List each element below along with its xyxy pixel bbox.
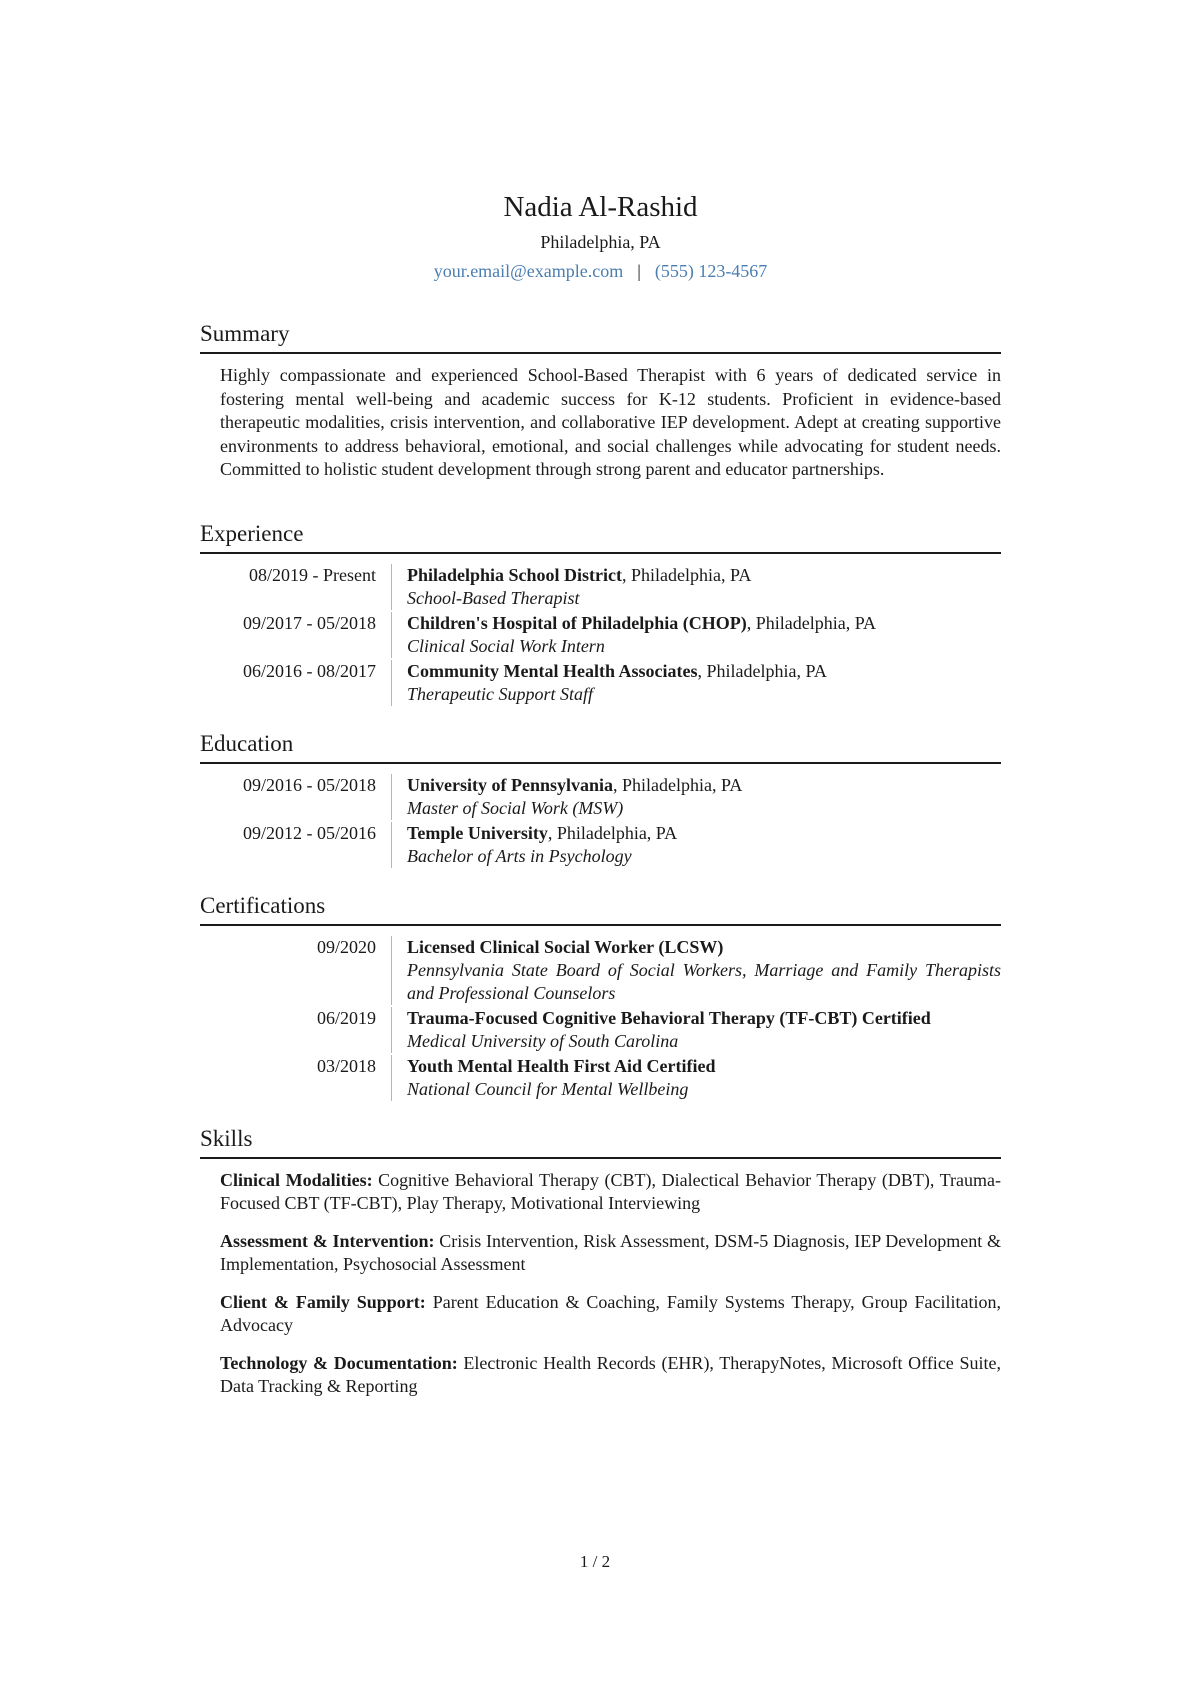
- entry-location: , Philadelphia, PA: [746, 612, 877, 633]
- skill-list-text: Parent Education & Coaching, Family Systems Therapy, Group Facilitation, Advocacy: [220, 1291, 1001, 1335]
- candidate-name: Nadia Al-Rashid: [503, 191, 698, 223]
- entry-location: , Philadelphia, PA: [613, 774, 743, 795]
- entry-role: Therapeutic Support Staff: [407, 683, 593, 704]
- entry-heading: [407, 612, 1001, 635]
- skills-list: [200, 1169, 1001, 1399]
- education-section: [200, 730, 1001, 868]
- entry-role: School-Based Therapist: [407, 587, 580, 608]
- entry-location: , Philadelphia, PA: [547, 822, 678, 843]
- skill-group: [220, 1291, 1001, 1338]
- skill-group: [220, 1169, 1001, 1216]
- entry-role: Clinical Social Work Intern: [407, 635, 605, 656]
- entry-body: [391, 564, 1001, 610]
- section-title-skills: Skills: [200, 1125, 1001, 1159]
- entry-heading: [407, 660, 1001, 683]
- certifications-list: [200, 936, 1001, 1101]
- entry-date: 08/2019 - Present: [249, 564, 376, 585]
- certifications-entry: [200, 1007, 1001, 1053]
- skill-list-text: Crisis Intervention, Risk Assessment, DSM-5 Diagnosis, IEP Development & Implementation, Psychosocial Assessment: [220, 1230, 1002, 1274]
- email-link[interactable]: your.email@example.com: [433, 261, 624, 281]
- entry-role: Pennsylvania State Board of Social Workers, Marriage and Family Therapists and Professional Counselors: [407, 959, 1001, 1003]
- entry-date: 09/2020: [316, 936, 376, 957]
- entry-body: [391, 774, 1001, 820]
- certifications-entry: [200, 936, 1001, 1005]
- experience-entry: [200, 564, 1001, 610]
- skill-list-text: Electronic Health Records (EHR), TherapyNotes, Microsoft Office Suite, Data Tracking & Reporting: [220, 1352, 1001, 1396]
- entry-organization: Community Mental Health Associates: [407, 660, 698, 681]
- entry-body: [391, 612, 1001, 658]
- entry-heading: [407, 822, 1001, 845]
- experience-section: [200, 520, 1001, 706]
- skills-section: [200, 1125, 1001, 1399]
- experience-list: [200, 564, 1001, 706]
- entry-heading: [407, 936, 1001, 959]
- entry-body: [391, 1007, 1001, 1053]
- entry-organization: Children's Hospital of Philadelphia (CHOP): [407, 612, 747, 633]
- entry-location: , Philadelphia, PA: [622, 564, 752, 585]
- section-title-experience: Experience: [200, 520, 1001, 554]
- section-title-education: Education: [200, 730, 1001, 764]
- summary-section: [200, 320, 1001, 482]
- skill-category: Client & Family Support:: [220, 1291, 426, 1312]
- entry-role: Medical University of South Carolina: [407, 1030, 679, 1051]
- contact-line: [200, 261, 1001, 282]
- candidate-location: Philadelphia, PA: [540, 232, 661, 252]
- certifications-section: [200, 892, 1001, 1101]
- entry-body: [391, 822, 1001, 868]
- entry-location: , Philadelphia, PA: [697, 660, 827, 681]
- section-title-certifications: Certifications: [200, 892, 1001, 926]
- experience-entry: [200, 612, 1001, 658]
- skill-category: Clinical Modalities:: [220, 1169, 373, 1190]
- entry-date: 06/2019: [316, 1007, 376, 1028]
- skill-list-text: Cognitive Behavioral Therapy (CBT), Dialectical Behavior Therapy (DBT), Trauma-Focused CBT (TF-CBT), Play Therapy, Motivational Interviewing: [220, 1169, 1001, 1213]
- page-number: 1 / 2: [579, 1552, 611, 1571]
- certifications-entry: [200, 1055, 1001, 1101]
- entry-heading: [407, 564, 1001, 587]
- skill-category: Assessment & Intervention:: [220, 1230, 435, 1251]
- education-entry: [200, 774, 1001, 820]
- entry-role: National Council for Mental Wellbeing: [407, 1078, 689, 1099]
- entry-organization: Temple University: [407, 822, 548, 843]
- resume-page: [200, 190, 1001, 1413]
- entry-organization: University of Pennsylvania: [407, 774, 614, 795]
- education-entry: [200, 822, 1001, 868]
- education-list: [200, 774, 1001, 868]
- entry-date: 06/2016 - 08/2017: [243, 660, 376, 681]
- resume-header: [200, 190, 1001, 282]
- entry-date: 03/2018: [316, 1055, 376, 1076]
- entry-body: [391, 1055, 1001, 1101]
- phone-link[interactable]: (555) 123-4567: [654, 261, 768, 281]
- entry-heading: [407, 774, 1001, 797]
- entry-role: Master of Social Work (MSW): [407, 797, 624, 818]
- entry-organization: Youth Mental Health First Aid Certified: [407, 1055, 716, 1076]
- entry-organization: Licensed Clinical Social Worker (LCSW): [407, 936, 724, 957]
- skill-group: [220, 1352, 1001, 1399]
- entry-organization: Trauma-Focused Cognitive Behavioral Therapy (TF-CBT) Certified: [407, 1007, 931, 1028]
- entry-heading: [407, 1007, 1001, 1030]
- entry-body: [391, 660, 1001, 706]
- skill-category: Technology & Documentation:: [220, 1352, 458, 1373]
- entry-date: 09/2017 - 05/2018: [243, 612, 376, 633]
- section-title-summary: Summary: [200, 320, 1001, 354]
- skill-group: [220, 1230, 1001, 1277]
- contact-separator: |: [637, 261, 641, 281]
- entry-role: Bachelor of Arts in Psychology: [407, 845, 632, 866]
- entry-date: 09/2016 - 05/2018: [243, 774, 376, 795]
- entry-date: 09/2012 - 05/2016: [243, 822, 376, 843]
- entry-body: [391, 936, 1001, 1005]
- experience-entry: [200, 660, 1001, 706]
- entry-organization: Philadelphia School District: [407, 564, 623, 585]
- summary-text: Highly compassionate and experienced School-Based Therapist with 6 years of dedicated service in fostering mental well-being and academic success for K-12 students. Proficient in evidence-based therapeutic modalities, crisis intervention, and collaborative IEP development. Adept at creating supportive environments to address behavioral, emotional, and social challenges while advocating for student needs. Committed to holistic student development through strong parent and educator partnerships.: [220, 365, 1001, 479]
- entry-heading: [407, 1055, 1001, 1078]
